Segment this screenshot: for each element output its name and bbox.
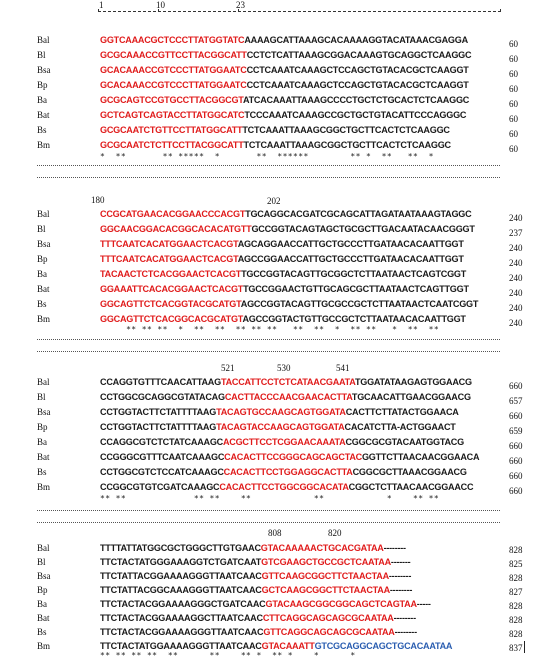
text-cursor: [524, 641, 525, 653]
species-label: Bal: [37, 209, 50, 219]
end-position: 657: [509, 396, 523, 406]
sequence: [100, 65, 469, 75]
block-separator: [37, 339, 500, 340]
end-position: 60: [509, 39, 518, 49]
sequence: [100, 224, 475, 234]
position-ruler: [98, 11, 501, 12]
end-position: 660: [509, 411, 523, 421]
gap-segment: --------: [383, 543, 406, 553]
position-marker: 530: [277, 363, 291, 373]
gap-segment: --------: [393, 613, 416, 623]
species-label: Bm: [37, 314, 51, 324]
red-segment: TTTCAATCACATGGAACTCACGT: [100, 254, 238, 264]
species-label: Bp: [37, 80, 48, 90]
position-marker: 521: [221, 363, 235, 373]
sequence: [100, 269, 466, 279]
position-marker: 23: [236, 0, 245, 10]
end-position: 660: [509, 486, 523, 496]
sequence: [100, 482, 473, 492]
end-position: 60: [509, 129, 518, 139]
black-segment: TCTCAAATTAAAGCGGCTGCTTCACTCTCAAGGC: [243, 140, 451, 150]
end-position: 660: [509, 441, 523, 451]
black-segment: CCTGGTACTTCTATTTTAAG: [100, 422, 217, 432]
black-segment: CCTGGTACTTCTATTTTAAG: [100, 407, 217, 417]
black-segment: TGCCGGTACAGTTGCGGCTCTTAATAACTCAGTCGGT: [241, 269, 467, 279]
species-label: Bal: [37, 377, 50, 387]
species-label: Ba: [37, 95, 47, 105]
species-label: Bat: [37, 110, 50, 120]
black-segment: CGGCGCGTACAATGGTACG: [345, 437, 464, 447]
black-segment: TTCTACTACGGAAAAGGGCTGATCAAC: [100, 599, 266, 609]
end-position: 240: [509, 258, 523, 268]
sequence: [100, 407, 459, 417]
sequence: [100, 437, 464, 447]
end-position: 240: [509, 213, 523, 223]
end-position: 825: [509, 559, 523, 569]
block-separator: [37, 351, 500, 352]
species-label: Bat: [37, 452, 50, 462]
black-segment: CCTCTCATTAAAGCGGACAAAGTGCAGGCTCAAGGC: [246, 50, 472, 60]
position-marker: 1: [99, 0, 104, 10]
species-label: Bal: [37, 543, 50, 553]
red-segment: GCGCAATCTCTTCCTTACGGCATT: [100, 140, 244, 150]
sequence: [100, 95, 469, 105]
position-marker: 202: [267, 196, 281, 206]
red-segment: CTTCAGGCAGCAGCGCAATAA: [262, 613, 394, 623]
black-segment: CCGGCGTGTCGATCAAAGC: [100, 482, 220, 492]
red-segment: CACACTTCCTGGCGGCACATA: [219, 482, 349, 492]
red-segment: CACACTTCCTGGAGGCACTTA: [223, 467, 353, 477]
sequence: [100, 571, 411, 581]
block-separator: [37, 177, 500, 178]
sequence: [100, 80, 469, 90]
position-marker: 820: [328, 528, 342, 538]
end-position: 60: [509, 114, 518, 124]
end-position: 837: [509, 643, 523, 653]
sequence: [100, 110, 466, 120]
end-position: 60: [509, 69, 518, 79]
sequence: [100, 140, 451, 150]
species-label: Bm: [37, 482, 51, 492]
species-label: Bm: [37, 641, 51, 651]
block-separator: [37, 165, 500, 166]
end-position: 240: [509, 303, 523, 313]
position-marker: 10: [156, 0, 165, 10]
red-segment: GCTCAAGCGGCTTCTAACTAA: [261, 585, 390, 595]
red-segment: GCACAAACCGTCCCTTATGGAATC: [100, 65, 247, 75]
black-segment: CCTGGCGCAGGCGTATACAG: [100, 392, 225, 402]
red-segment: GTACAAGCGGCGGCAGCTCAGTAA: [265, 599, 417, 609]
red-segment: TACAGTACCAAGCAGTGGATA: [216, 422, 345, 432]
black-segment: TGCAGGCACGATCGCAGCATTAGATAATAAAGTAGGC: [245, 209, 472, 219]
end-position: 660: [509, 471, 523, 481]
species-label: Bp: [37, 422, 48, 432]
gap-segment: --------: [389, 585, 413, 595]
sequence: [100, 35, 468, 45]
conservation-line: ** ** ** ** ** ** * ** **: [100, 494, 440, 503]
sequence: [100, 50, 471, 60]
red-segment: TACAACTCTCACGGAACTCACGT: [100, 269, 242, 279]
sequence: [100, 557, 410, 567]
sequence: [100, 377, 472, 387]
end-position: 828: [509, 573, 523, 583]
red-segment: GTCGAAGCTGCCGCTCAATAA: [261, 557, 391, 567]
end-position: 240: [509, 288, 523, 298]
sequence: [100, 599, 431, 609]
red-segment: GTACAAATT: [261, 641, 315, 651]
blue-segment: GTCGCAGGCAGCTGCACAATAA: [314, 641, 453, 651]
gap-segment: --------: [394, 627, 417, 637]
red-segment: CCGCATGAACACGGAACCCACGT: [100, 209, 246, 219]
black-segment: TGCAACATTGAACGGAACG: [351, 392, 471, 402]
sequence: [100, 627, 417, 637]
species-label: Bsa: [37, 239, 51, 249]
sequence: [100, 314, 466, 324]
species-label: Ba: [37, 437, 47, 447]
black-segment: CCTCAAATCAAAGCTCCAGCTGTACACGCTCAAGGT: [246, 65, 469, 75]
sequence: [100, 467, 467, 477]
red-segment: GTTCAGGCAGCAGCGCAATAA: [263, 627, 395, 637]
gap-segment: --------: [388, 571, 412, 581]
black-segment: TTTTATTATGGCGCTGGGCTTGTGAAC: [100, 543, 261, 553]
black-segment: CACATCTTA-ACTGGAACT: [344, 422, 456, 432]
sequence: [100, 284, 469, 294]
black-segment: AGCCGGTACTGTTGCCGCTCTTAATAACACAATTGGT: [242, 314, 466, 324]
red-segment: GCGCAATCTGTTCCTTATGGCATT: [100, 125, 243, 135]
red-segment: GGCAGTTCTCACGGCACGCATGT: [100, 314, 243, 324]
red-segment: GCTCAGTCAGTACCTTATGGCATC: [100, 110, 245, 120]
end-position: 828: [509, 545, 523, 555]
black-segment: TTCTACTACGGAAAAGGGTTAATCAAC: [100, 627, 264, 637]
black-segment: AGCCGGTACAGTTGCGCCGCTCTTAATAACTCAATCGGT: [240, 299, 479, 309]
species-label: Bsa: [37, 65, 51, 75]
black-segment: TTCTACTATGGAAAAGGGTTAATCAAC: [100, 641, 262, 651]
species-label: Bat: [37, 284, 50, 294]
end-position: 60: [509, 84, 518, 94]
red-segment: ACGCTTCCTCGGAACAAATA: [222, 437, 346, 447]
species-label: Bl: [37, 50, 46, 60]
black-segment: TCCCAAATCAAAGCCGCTGCTGTACATTCCCAGGGC: [244, 110, 467, 120]
black-segment: CGGCGCTTAAACGGAACG: [352, 467, 467, 477]
species-label: Ba: [37, 269, 47, 279]
black-segment: ATCACAAATTAAAGCCCCTGCTCTGCACTCTCAAGGC: [242, 95, 470, 105]
conservation-line: ** ** ** * ** ** ** ** ** ** ** * ** ** * ** **: [100, 325, 440, 334]
species-label: Bp: [37, 585, 48, 595]
sequence: [100, 239, 464, 249]
red-segment: GTTCAAGCGGCTTCTAACTAA: [261, 571, 389, 581]
species-label: Bsa: [37, 407, 51, 417]
block-separator: [37, 522, 500, 523]
sequence: [100, 543, 406, 553]
position-marker: 808: [268, 528, 282, 538]
black-segment: AAAAGCATTAAAGCACAAAAGGTACATAAACGAGGA: [244, 35, 468, 45]
end-position: 60: [509, 144, 518, 154]
black-segment: TGGATATAAGAGTGGAACG: [354, 377, 472, 387]
end-position: 828: [509, 615, 523, 625]
position-marker: 180: [91, 195, 105, 205]
end-position: 240: [509, 243, 523, 253]
conservation-line: ** ** ** ** ** ** ** * ** * * *: [100, 651, 356, 660]
species-label: Bs: [37, 125, 47, 135]
end-position: 827: [509, 587, 523, 597]
sequence: [100, 452, 479, 462]
sequence: [100, 613, 416, 623]
sequence: [100, 209, 471, 219]
block-separator: [37, 510, 500, 511]
sequence: [100, 125, 450, 135]
red-segment: GGAAATTCACACGGAACTCACGT: [100, 284, 244, 294]
species-label: Bsa: [37, 571, 51, 581]
red-segment: TTTCAATCACATGGAACTCACGT: [100, 239, 238, 249]
black-segment: TTCTACTATGGGAAAGGTCTGATCAAT: [100, 557, 262, 567]
end-position: 828: [509, 601, 523, 611]
end-position: 660: [509, 456, 523, 466]
black-segment: CGGCTCTTAACAACGGAACC: [348, 482, 474, 492]
species-label: Bat: [37, 613, 50, 623]
black-segment: GCCGGTACAGTAGCTGCGCTTGACAATACAACGGGT: [251, 224, 475, 234]
black-segment: CCAGGTGTTTCAACATTAAG: [100, 377, 221, 387]
black-segment: AGCAGGAACCATTGCTGCCCTTGATAACACAATTGGT: [237, 239, 464, 249]
end-position: 60: [509, 54, 518, 64]
red-segment: GCGCAGTCCGTGCCTTACGGCGT: [100, 95, 243, 105]
black-segment: GGTTCTTAACAACGGAACA: [361, 452, 480, 462]
black-segment: CCTGGCGTCTCCATCAAAGC: [100, 467, 224, 477]
sequence: [100, 392, 471, 402]
sequence: [100, 422, 456, 432]
black-segment: TTCTATTACGGAAAAGGGTTAATCAAC: [100, 571, 262, 581]
end-position: 659: [509, 426, 523, 436]
red-segment: GGCAACGGACACGGCACACATGTT: [100, 224, 252, 234]
red-segment: GTACAAAAACTGCACGATAA: [260, 543, 384, 553]
species-label: Bp: [37, 254, 48, 264]
species-label: Bl: [37, 224, 46, 234]
end-position: 828: [509, 629, 523, 639]
red-segment: TACAGTGCCAAGCAGTGGATA: [216, 407, 346, 417]
species-label: Bl: [37, 557, 46, 567]
black-segment: TTCTATTACGGCAAAGGGTTAATCAAC: [100, 585, 262, 595]
red-segment: CACTTACCCAACGAACACTTA: [224, 392, 352, 402]
red-segment: GGTCAAACGCTCCCTTATGGTATC: [100, 35, 245, 45]
black-segment: TGCCGGAACTGTTGCAGCGCTTAATAACTCAGTTGGT: [243, 284, 469, 294]
sequence: [100, 585, 412, 595]
species-label: Bs: [37, 299, 47, 309]
red-segment: GCGCAAACCGTTCCTTACGGCATT: [100, 50, 247, 60]
black-segment: CCTCAAATCAAAGCTCCAGCTGTACACGCTCAAGGT: [246, 80, 469, 90]
red-segment: CACACTTCCGGGCAGCAGCTAC: [224, 452, 362, 462]
sequence: [100, 254, 464, 264]
red-segment: GCACAAACCGTCCCTTATGGAATC: [100, 80, 247, 90]
black-segment: TCTCAAATTAAAGCGGCTGCTTCACTCTCAAGGC: [242, 125, 450, 135]
end-position: 660: [509, 381, 523, 391]
gap-segment: -------: [390, 557, 411, 567]
conservation-line: * ** ** ***** * ** ****** ** * ** ** *: [100, 152, 434, 161]
gap-segment: -----: [416, 599, 431, 609]
sequence: [100, 299, 478, 309]
red-segment: TACCATTCCTCTCATAACGAATA: [220, 377, 355, 387]
end-position: 60: [509, 99, 518, 109]
species-label: Bs: [37, 467, 47, 477]
red-segment: GGCAGTTCTCACGGTACGCATGT: [100, 299, 241, 309]
species-label: Bl: [37, 392, 46, 402]
position-marker: 541: [336, 363, 350, 373]
end-position: 240: [509, 273, 523, 283]
black-segment: AGCCGGAACCATTGCTGCCCTTGATAACACAATTGGT: [237, 254, 464, 264]
species-label: Bs: [37, 627, 47, 637]
species-label: Ba: [37, 599, 47, 609]
sequence: [100, 641, 452, 651]
end-position: 237: [509, 228, 523, 238]
black-segment: CACTTCTTATACTGGAACA: [345, 407, 459, 417]
black-segment: TTCTACTACGGAAAAGGCTTAATCAAC: [100, 613, 263, 623]
black-segment: CCGGGCGTTTCAATCAAAGC: [100, 452, 225, 462]
end-position: 240: [509, 318, 523, 328]
black-segment: CCAGGCGTCTCTATCAAAGC: [100, 437, 223, 447]
species-label: Bm: [37, 140, 51, 150]
species-label: Bal: [37, 35, 50, 45]
